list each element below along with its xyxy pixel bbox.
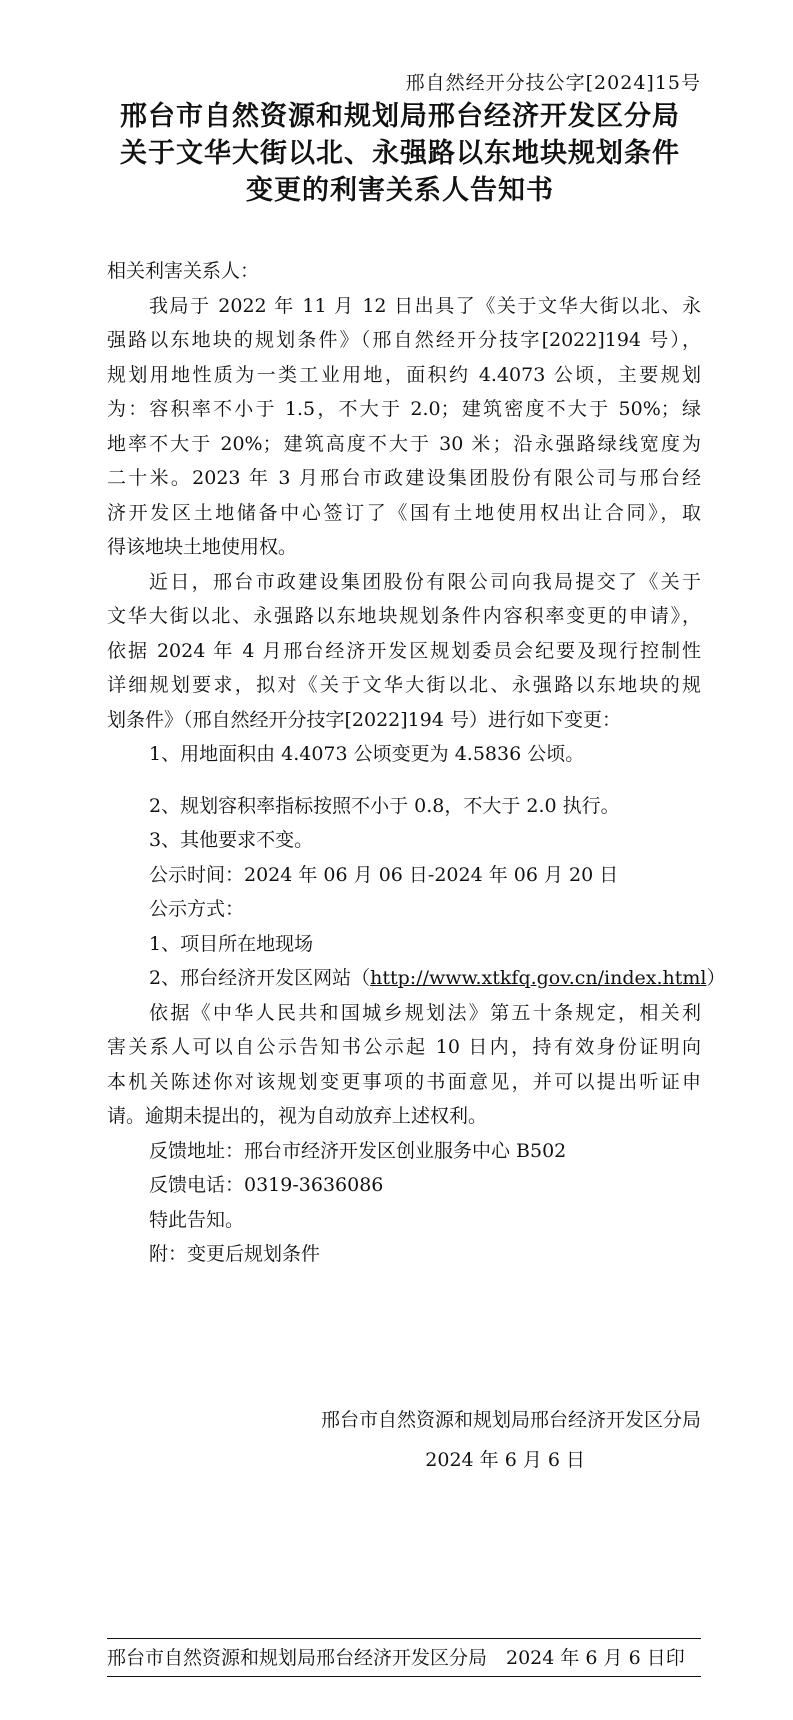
print-footer: 邢台市自然资源和规划局邢台经济开发区分局 2024 年 6 月 6 日印 (107, 1647, 685, 1669)
signature-date: 2024 年 6 月 6 日 (425, 1449, 585, 1471)
paragraph-line: 地率不大于 20%；建筑高度不大于 30 米；沿永强路绿线宽度为 (107, 432, 701, 455)
publicity-method-2 (107, 961, 726, 996)
footer-bottom-rule (107, 1676, 701, 1677)
publicity-method-label: 公示方式： (149, 898, 245, 920)
feedback-phone: 反馈电话：0319-3636086 (149, 1174, 384, 1196)
change-item-3: 3、其他要求不变。 (149, 829, 314, 851)
closing-remark: 特此告知。 (149, 1208, 245, 1231)
publicity-method-2-suffix: ） (706, 967, 726, 989)
paragraph-line: 划条件》（邢自然经开分技字[2022]194 号）进行如下变更： (107, 708, 621, 731)
paragraph-line: 依据《中华人民共和国城乡规划法》第五十条规定，相关利 (149, 1001, 701, 1024)
footer-top-rule (107, 1638, 701, 1639)
document-number: 邢自然经开分技公字[2024]15号 (405, 72, 701, 94)
paragraph-line: 得该地块土地使用权。 (107, 536, 298, 558)
paragraph-3 (107, 996, 701, 1134)
paragraph-line: 济开发区土地储备中心签订了《国有土地使用权出让合同》，取 (107, 501, 701, 524)
paragraph-line: 为：容积率不小于 1.5，不大于 2.0；建筑密度不大于 50%；绿 (107, 398, 701, 420)
paragraph-line: 规划用地性质为一类工业用地，面积约 4.4073 公顷，主要规划 (107, 363, 701, 386)
paragraph-line: 我局于 2022 年 11 月 12 日出具了《关于文华大街以北、永 (149, 294, 701, 317)
publicity-method-2-prefix: 2、邢台经济开发区网站（ (149, 967, 371, 989)
title-line-3: 变更的利害关系人告知书 (246, 175, 554, 206)
signature-block (321, 1400, 701, 1480)
paragraph-line: 近日，邢台市政建设集团股份有限公司向我局提交了《关于 (149, 570, 701, 593)
paragraph-2 (107, 565, 701, 738)
website-link[interactable]: http://www.xtkfq.gov.cn/index.html (370, 967, 707, 989)
signature-org: 邢台市自然资源和规划局邢台经济开发区分局 (320, 1409, 701, 1431)
paragraph-line: 依据 2024 年 4 月邢台经济开发区规划委员会纪要及现行控制性 (107, 639, 701, 662)
paragraph-line: 本机关陈述你对该规划变更事项的书面意见，并可以提出听证申 (107, 1070, 701, 1093)
attachment-note: 附：变更后规划条件 (149, 1243, 321, 1265)
title-line-2: 关于文华大街以北、永强路以东地块规划条件 (120, 138, 680, 169)
publicity-method-1: 1、项目所在地现场 (149, 932, 314, 955)
change-item-1: 1、用地面积由 4.4073 公顷变更为 4.5836 公顷。 (149, 743, 585, 765)
change-item-2: 2、规划容积率指标按照不小于 0.8，不大于 2.0 执行。 (149, 794, 620, 817)
publicity-time: 公示时间：2024 年 06 月 06 日-2024 年 06 月 20 日 (149, 863, 619, 886)
document-title (100, 98, 700, 209)
paragraph-line: 详细规划要求，拟对《关于文华大街以北、永强路以东地块的规 (107, 674, 701, 696)
paragraph-line: 害关系人可以自公示告知书公示起 10 日内，持有效身份证明向 (107, 1036, 701, 1058)
paragraph-line: 强路以东地块的规划条件》（邢自然经开分技字[2022]194 号）， (107, 329, 701, 351)
paragraph-line: 二十米。2023 年 3 月邢台市政建设集团股份有限公司与邢台经 (107, 467, 701, 489)
feedback-address: 反馈地址：邢台市经济开发区创业服务中心 B502 (149, 1139, 567, 1162)
document-body (107, 254, 726, 1272)
title-line-1: 邢台市自然资源和规划局邢台经济开发区分局 (120, 101, 680, 132)
paragraph-1 (107, 289, 701, 565)
paragraph-line: 文华大街以北、永强路以东地块规划条件内容积率变更的申请》， (107, 605, 701, 627)
paragraph-line: 请。逾期未提出的，视为自动放弃上述权利。 (107, 1105, 488, 1127)
salutation: 相关利害关系人： (107, 260, 260, 282)
